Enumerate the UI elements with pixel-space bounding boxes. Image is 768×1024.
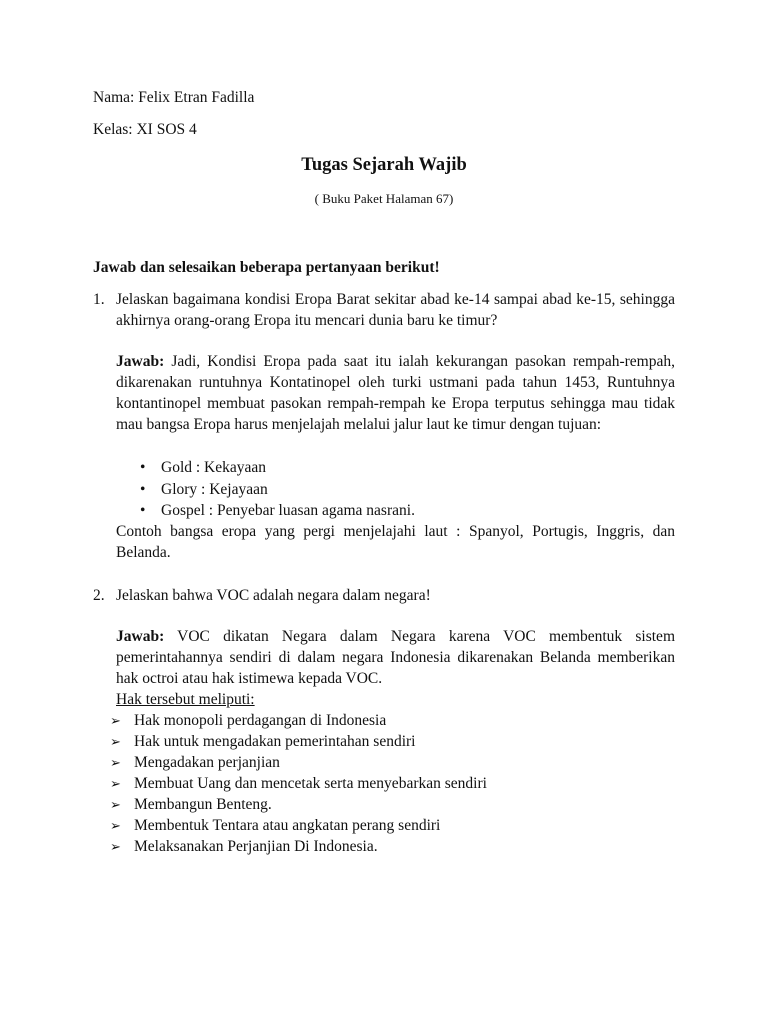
list-item: ➢ Membangun Benteng.: [110, 796, 272, 813]
list-item: ➢ Melaksanakan Perjanjian Di Indonesia.: [110, 838, 378, 855]
answer-1-text: Jadi, Kondisi Eropa pada saat itu ialah kekurangan pasokan rempah-rempah, dikarenakan runtuhnya Kontatinopel oleh turki ustmani pada tahun 1453, Runtuhnya kontantinopel membuat pasokan rempah-rempah ke Eropa terputus sehingga mau tidak mau bangsa Eropa harus menjelajah melalui jalur laut ke timur dengan tujuan:: [116, 353, 675, 433]
arrow-bullet-icon: ➢: [110, 755, 121, 770]
bullet-icon: •: [140, 502, 146, 519]
answer-2-label: Jawab:: [116, 628, 165, 645]
arrow-bullet-icon: ➢: [110, 734, 121, 749]
arrow-bullet-icon: ➢: [110, 776, 121, 791]
question-1-number: 1.: [93, 291, 105, 308]
answer-1-label: Jawab:: [116, 353, 165, 370]
list-item: ➢ Membuat Uang dan mencetak serta menyebarkan sendiri: [110, 775, 487, 792]
arrow-bullet-icon: ➢: [110, 797, 121, 812]
list-item: ➢ Hak untuk mengadakan pemerintahan sendiri: [110, 733, 416, 750]
arrow-bullet-icon: ➢: [110, 713, 121, 728]
answer-2-text: VOC dikatan Negara dalam Negara karena VOC membentuk sistem pemerintahannya sendiri di dalam negara Indonesia dikarenakan Belanda memberikan hak octroi atau hak istimewa kepada VOC.: [116, 628, 675, 687]
question-2-text: Jelaskan bahwa VOC adalah negara dalam negara!: [116, 587, 431, 604]
bullet-icon: •: [140, 480, 146, 498]
list-item: ➢ Membentuk Tentara atau angkatan perang sendiri: [110, 817, 441, 834]
bullet-icon: •: [140, 459, 146, 476]
arrow-bullet-icon: ➢: [110, 839, 121, 854]
goals-list: [116, 457, 415, 522]
rights-heading: Hak tersebut meliputi:: [116, 691, 255, 708]
list-item: • Glory : Kejayaan: [140, 480, 268, 498]
list-item: ➢ Mengadakan perjanjian: [110, 754, 280, 771]
question-1-text: Jelaskan bagaimana kondisi Eropa Barat sekitar abad ke-14 sampai abad ke-15, sehingga akhirnya orang-orang Eropa itu mencari dunia baru ke timur?: [116, 291, 675, 329]
list-item: • Gold : Kekayaan: [140, 459, 267, 476]
instruction: Jawab dan selesaikan beberapa pertanyaan berikut!: [93, 259, 440, 276]
document-title: Tugas Sejarah Wajib: [301, 155, 467, 175]
answer-1: [116, 351, 675, 435]
list-item: • Gospel : Penyebar luasan agama nasrani.: [140, 502, 415, 519]
document-subtitle: ( Buku Paket Halaman 67): [314, 191, 454, 206]
list-item: ➢ Hak monopoli perdagangan di Indonesia: [110, 712, 387, 729]
student-name: Nama: Felix Etran Fadilla: [93, 89, 255, 106]
student-class: Kelas: XI SOS 4: [93, 121, 197, 138]
rights-list: [110, 710, 487, 857]
answer-2: [116, 626, 675, 689]
question-2-number: 2.: [93, 587, 105, 604]
arrow-bullet-icon: ➢: [110, 818, 121, 833]
answer-1-closing: Contoh bangsa eropa yang pergi menjelajahi laut : Spanyol, Portugis, Inggris, dan Belanda.: [116, 523, 675, 561]
